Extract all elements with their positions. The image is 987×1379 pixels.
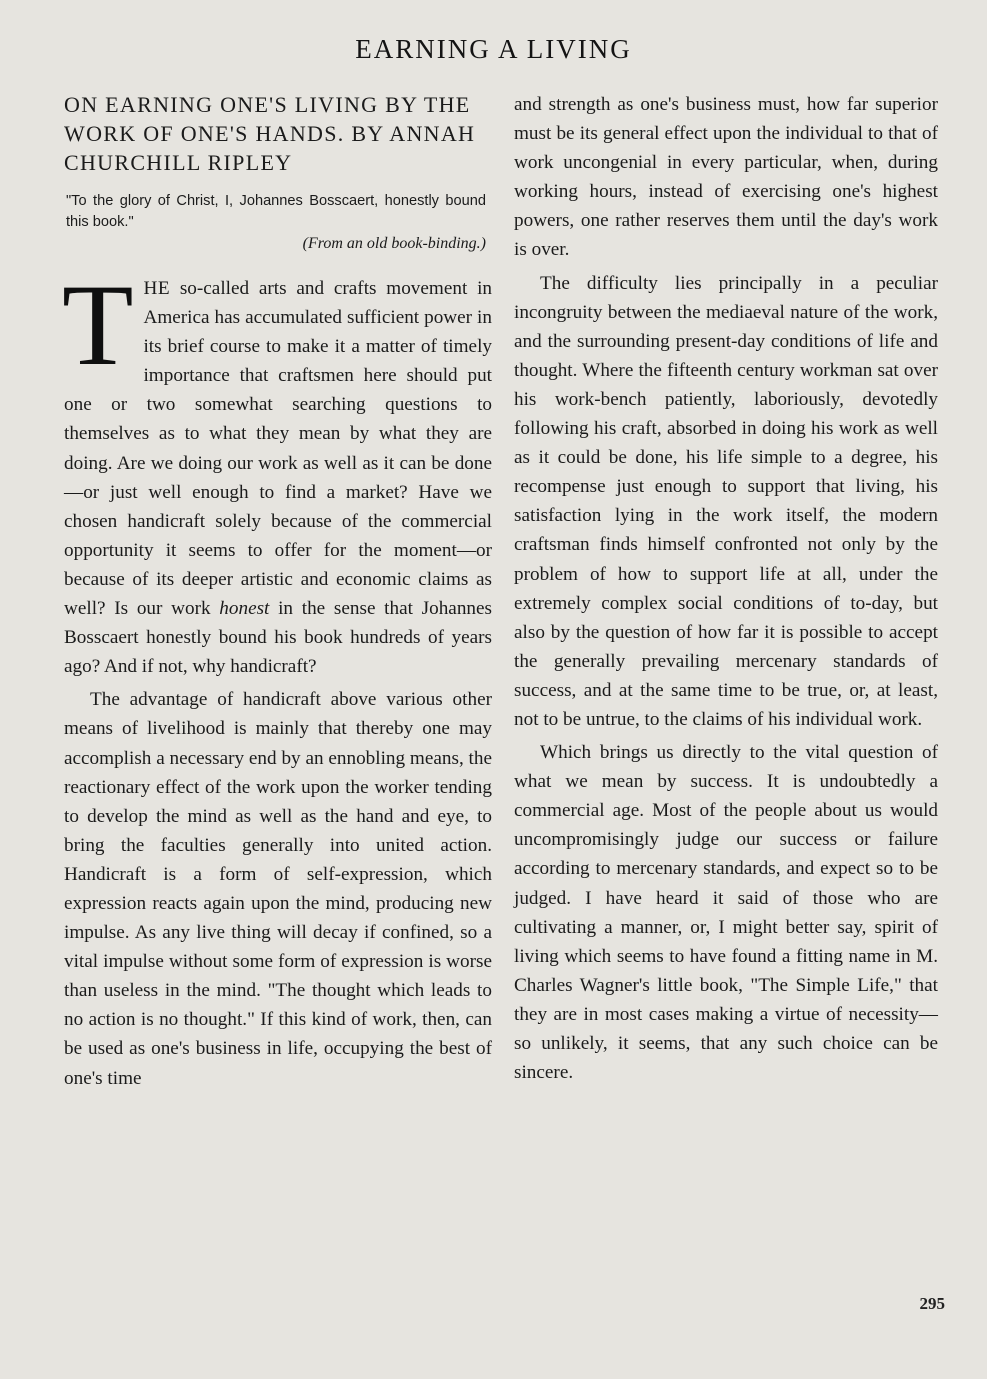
page-number: 295 — [919, 1294, 945, 1313]
right-column — [514, 90, 938, 1087]
epigraph-quote: "To the glory of Christ, I, Johannes Bosscaert, honestly bound this book." — [66, 193, 486, 230]
paragraph-1-text-a: so-called arts and crafts movement in America has accumulated sufficient power in its brief course to make it a matter of timely importance that craftsmen here should put one or two somewhat searching questions to themselves as to what they mean by what they are doing. Are we doing our work as well as it can be done—or just well enough to find a market? Have we chosen handicraft solely because of the commercial opportunity it seems to offer for the moment—or because of its deeper artistic and economic claims as well? Is our work — [64, 278, 492, 620]
article-title: ON EARNING ONE'S LIVING BY THE WORK OF ONE'S HANDS. BY ANNAH CHURCHILL RIPLEY — [64, 92, 476, 175]
paragraph-1-emphasis: honest — [219, 598, 270, 620]
epigraph — [66, 191, 486, 254]
paragraph-4: Which brings us directly to the vital question of what we mean by success. It is undoubtedly a commercial age. Most of the people about us would uncompromisingly judge our success or failure according to mercenary standards, and expect so to be judged. I have heard it said of those who are cultivating a manner, or, I might better say, spirit of living which seems to have found a fitting name in M. Charles Wagner's little book, "The Simple Life," that they are in most cases making a virtue of necessity—so unlikely, it seems, that any such choice can be sincere. — [514, 742, 938, 1084]
paragraph-1 — [62, 261, 492, 681]
running-head: EARNING A LIVING — [355, 34, 632, 64]
paragraph-2: The advantage of handicraft above various other means of livelihood is mainly that thereby one may accomplish a necessary end by an ennobling means, the reactionary effect of the work upon the worker tending to develop the mind as well as the hand and eye, to bring the faculties generally into united action. Handicraft is a form of self-expression, which expression reacts again upon the mind, producing new impulse. As any live thing will decay if confined, so a vital impulse without some form of expression is worse than useless in the mind. "The thought which leads to no action is no thought." If this kind of work, then, can be used as one's business in life, occupying the best of one's time — [64, 689, 492, 1089]
drop-cap: T — [62, 261, 134, 390]
epigraph-source: (From an old book-binding.) — [302, 235, 486, 252]
paragraph-1-text-b: in the sense that Johannes Bosscaert honestly bound his book hundreds of years ago? And if not, why handicraft? — [64, 598, 492, 678]
paragraph-3: The difficulty lies principally in a peculiar incongruity between the mediaeval nature of the work, and the surrounding present-day conditions of life and thought. Where the fifteenth century workman sat over his work-bench patiently, laboriously, devotedly following his craft, absorbed in doing his work as well as it could be done, his life simple to a degree, his recompense just enough to support that living, his satisfaction lying in the work itself, the modern craftsman finds himself confronted not only by the problem of how to support life at all, under the extremely complex social conditions of to-day, but also by the question of how far it is possible to accept the generally prevailing mercenary standards of success, and at the same time to be true, or, at least, not to be untrue, to the claims of his individual work. — [514, 272, 938, 730]
paragraph-2-continued: and strength as one's business must, how far superior must be its general effect upon the individual to that of work uncongenial in every particular, when, during working hours, instead of exercising one's highest powers, one rather reserves them until the day's work is over. — [514, 94, 938, 261]
paragraph-1-lead: HE — [143, 278, 171, 299]
left-column — [64, 90, 492, 1093]
